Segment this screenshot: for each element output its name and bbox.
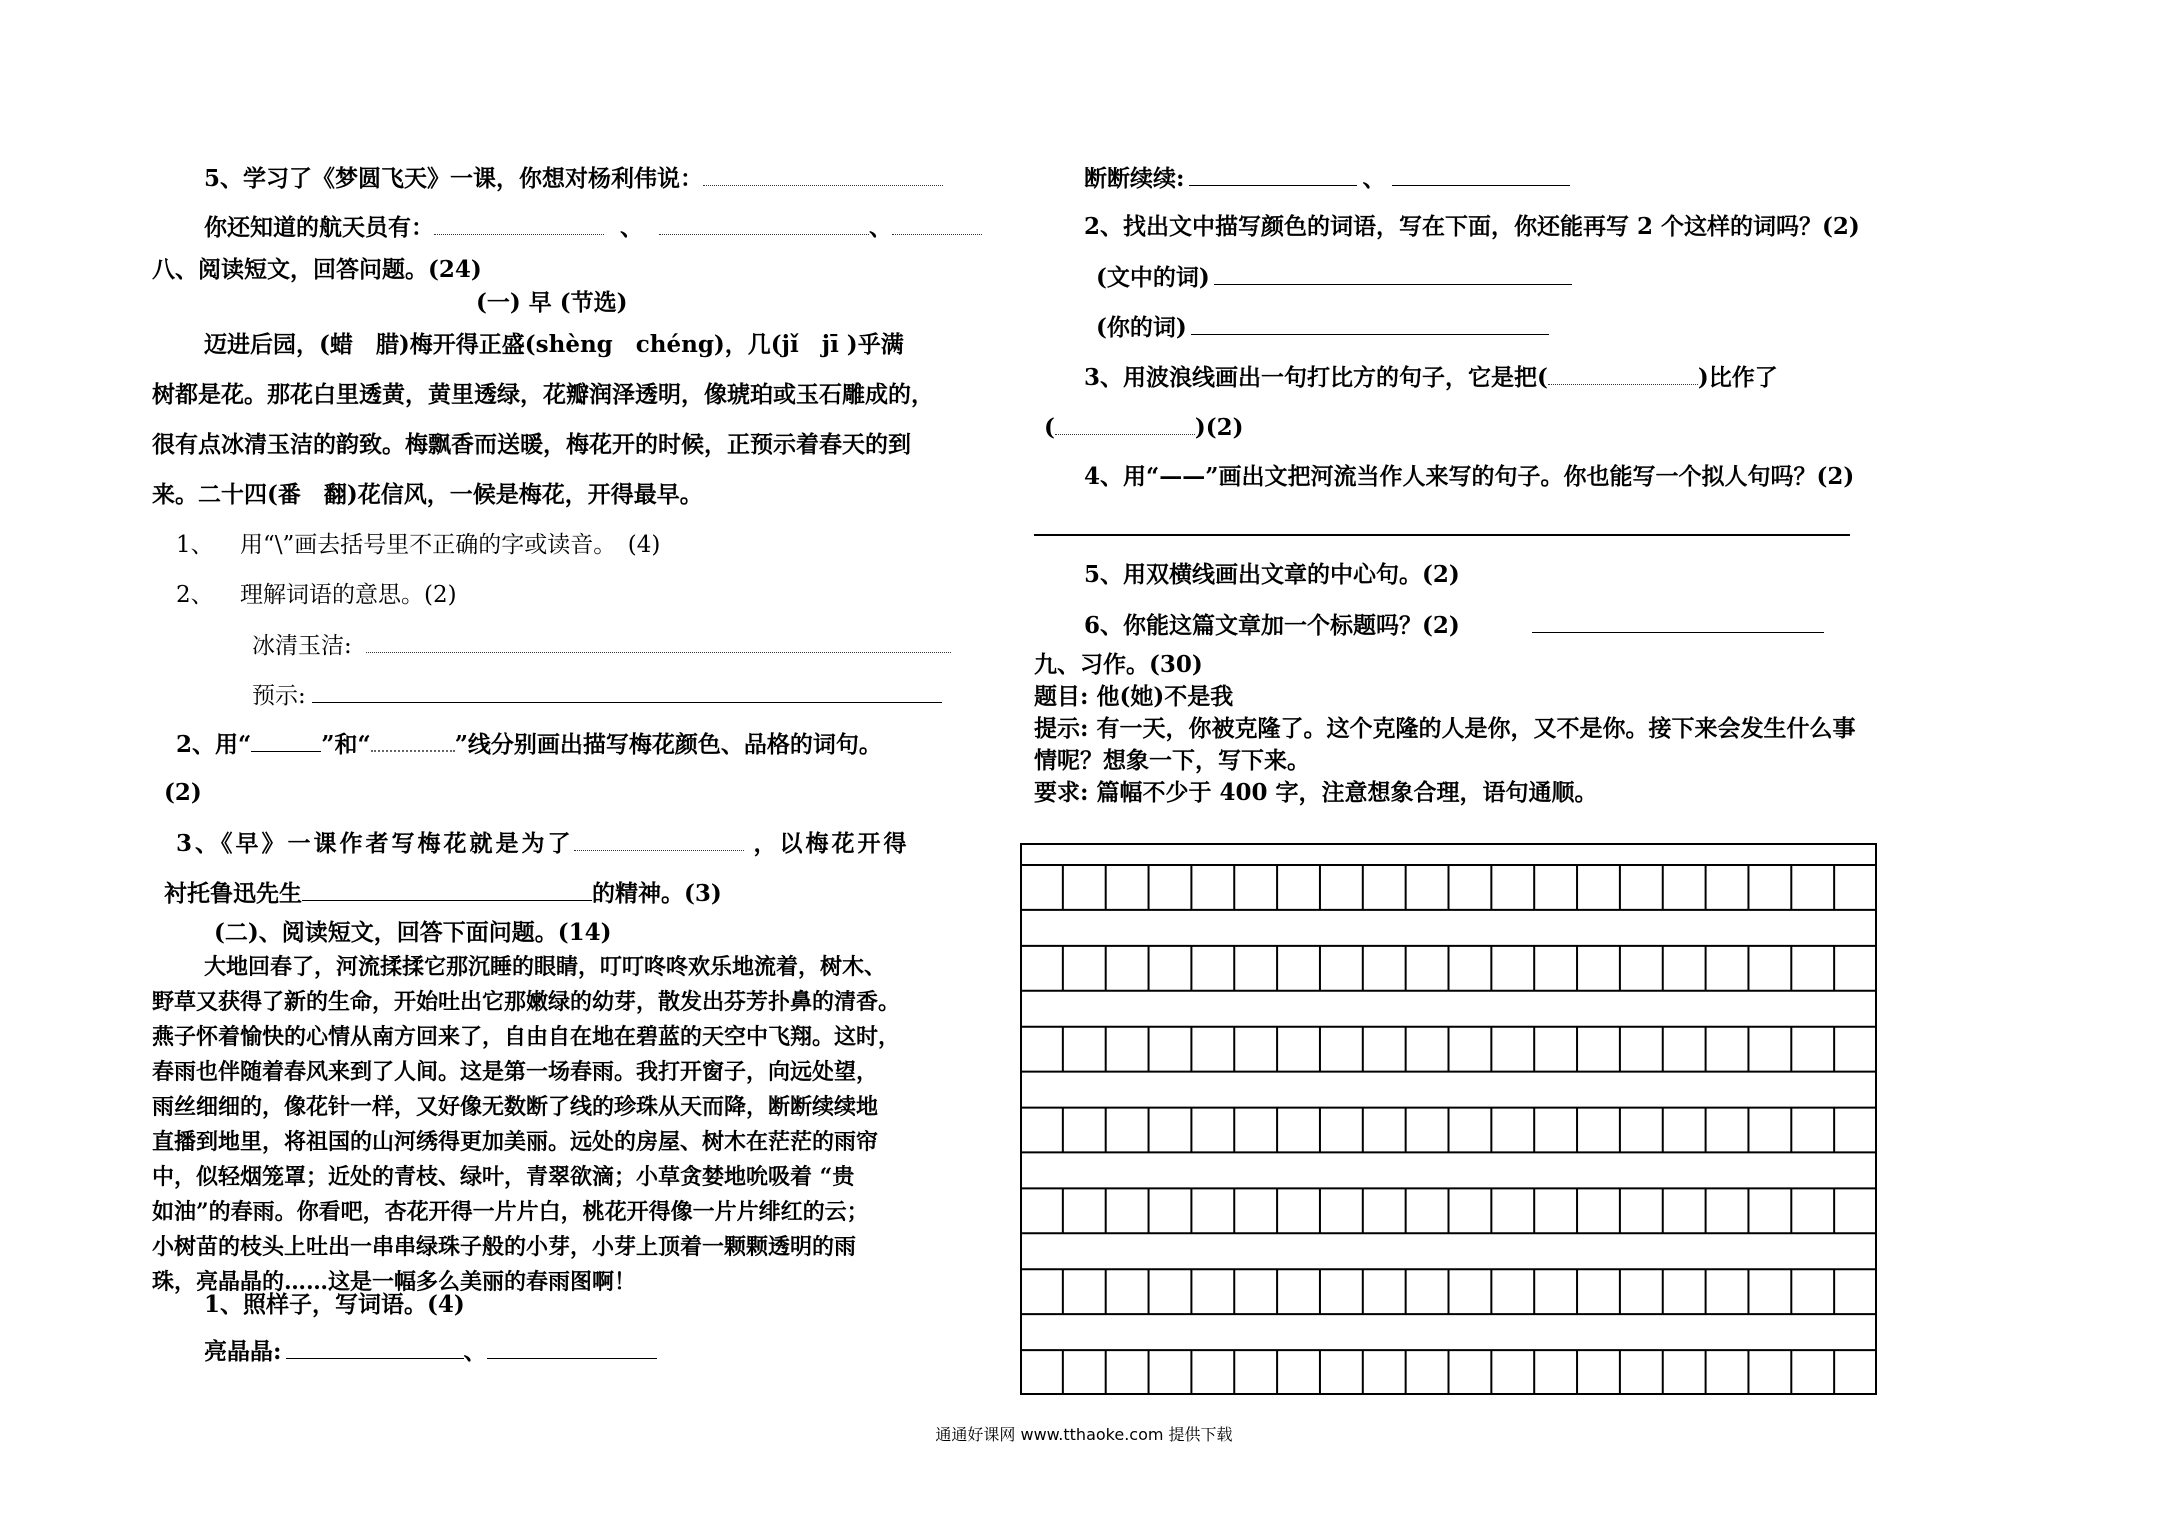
answer-blank[interactable] [286, 1336, 464, 1359]
passage-2-line: 直播到地里，将祖国的山河绣得更加美丽。远处的房屋、树木在茫茫的雨帘 [152, 1129, 879, 1155]
footer-credit: 通通好课网 www.tthaoke.com 提供下载 [935, 1425, 1233, 1444]
answer-blank[interactable] [1214, 262, 1572, 285]
answer-blank[interactable] [434, 212, 604, 235]
passage-2-line: 珠，亮晶晶的……这是一幅多么美丽的春雨图啊！ [152, 1269, 637, 1295]
passage-2-line: 如油”的春雨。你看吧，杏花开得一片片白，桃花开得像一片片绯红的云； [152, 1199, 869, 1225]
answer-blank[interactable] [302, 878, 592, 901]
answer-blank[interactable] [703, 163, 943, 186]
straight-line-sample [251, 729, 321, 752]
section-9-topic: 题目: 他(她)不是我 [1034, 683, 1234, 710]
r-q2-a: (文中的词) [1096, 262, 1572, 293]
answer-blank[interactable] [1055, 412, 1195, 435]
answer-blank[interactable] [487, 1336, 657, 1359]
answer-blank[interactable] [574, 828, 744, 851]
q5-line1: 5、学习了《梦圆飞天》一课，你想对杨利伟说： [204, 163, 943, 194]
passage-1-line: 迈进后园，(蜡 腊)梅开得正盛(shèng chéng)，几(jǐ jī )乎满 [204, 331, 904, 358]
r-q3-line1: 3、用波浪线画出一句打比方的句子，它是把( )比作了 [1084, 364, 1778, 391]
passage-2-line: 小树苗的枝头上吐出一串串绿珠子般的小芽，小芽上顶着一颗颗透明的雨 [152, 1234, 857, 1260]
q1-text: 用“\”画去括号里不正确的字或读音。 (4) [240, 532, 661, 558]
answer-blank[interactable] [1548, 362, 1698, 385]
section-9-requirements: 要求: 篇幅不少于 400 字，注意想象合理，语句通顺。 [1034, 779, 1598, 806]
q2-word-2: 预示: [252, 680, 942, 711]
answer-blank[interactable] [1189, 163, 1357, 186]
r-q6: 6、你能这篇文章加一个标题吗？(2) [1084, 610, 1824, 641]
passage-1-title: (一) 早 (节选) [476, 289, 628, 316]
passage-2-line: 春雨也伴随着春风来到了人间。这是第一场春雨。我打开窗子，向远处望， [152, 1059, 879, 1085]
passage-2-line: 大地回春了，河流揉揉它那沉睡的眼睛，叮叮咚咚欢乐地流着，树木、 [204, 954, 887, 980]
writing-grid[interactable] [1020, 843, 1877, 1395]
answer-blank[interactable] [1191, 312, 1549, 335]
q2-number: 2、 [176, 582, 214, 608]
r-q2-b: (你的词) [1096, 312, 1549, 343]
answer-blank[interactable] [659, 212, 869, 235]
q2-word-1: 冰清玉洁: [252, 630, 951, 661]
answer-blank[interactable] [366, 630, 951, 653]
q5-line2: 你还知道的航天员有： 、 、 [204, 212, 982, 243]
q2b-score: (2) [164, 779, 202, 806]
passage-2-line: 燕子怀着愉快的心情从南方回来了，自由自在地在碧蓝的天空中飞翔。这时， [152, 1024, 901, 1050]
passage-2-title: (二)、阅读短文，回答下面问题。(14) [214, 919, 612, 946]
section-8-title: 八、阅读短文，回答问题。(24) [152, 256, 482, 283]
q3-line1: 3、《早》一课作者写梅花就是为了 ，以梅花开得 [176, 830, 910, 857]
q3-line2: 衬托鲁迅先生 的精神。(3) [164, 880, 722, 907]
q2b-line: 2、用“ ”和“ ”线分别画出描写梅花颜色、品格的词句。 [176, 728, 882, 760]
passage-2-line: 雨丝细细的，像花针一样，又好像无数断了线的珍珠从天而降，断断续续地 [152, 1094, 879, 1120]
r-q4: 4、用“——”画出文把河流当作人来写的句子。你也能写一个拟人句吗？(2) [1084, 463, 1855, 490]
passage-2-q1: 1、照样子，写词语。(4) [204, 1291, 465, 1318]
section-9-hint: 提示: 有一天，你被克隆了。这个克隆的人是你，又不是你。接下来会发生什么事 [1034, 715, 1856, 742]
q2-text: 理解词语的意思。(2) [240, 582, 457, 608]
section-9-title: 九、习作。(30) [1034, 651, 1203, 678]
passage-2-line: 野草又获得了新的生命，开始吐出它那嫩绿的幼芽，散发出芬芳扑鼻的清香。 [152, 989, 901, 1015]
section-9-hint: 情呢？想象一下，写下来。 [1034, 747, 1310, 774]
passage-2-q1-word: 亮晶晶: 、 [204, 1336, 657, 1367]
r-line1: 断断续续: 、 [1084, 163, 1570, 194]
answer-blank[interactable] [312, 680, 942, 703]
passage-1-line: 很有点冰清玉洁的韵致。梅飘香而送暖，梅花开的时候，正预示着春天的到 [152, 431, 911, 458]
r-q3-line2: ( )(2) [1044, 414, 1244, 441]
r-q2: 2、找出文中描写颜色的词语，写在下面，你还能再写 2 个这样的词吗？(2) [1084, 213, 1860, 240]
wavy-line-sample [371, 728, 455, 752]
answer-blank[interactable] [1392, 163, 1570, 186]
passage-2-line: 中，似轻烟笼罩；近处的青枝、绿叶，青翠欲滴；小草贪婪地吮吸着 “贵 [152, 1164, 855, 1190]
answer-blank[interactable] [892, 212, 982, 235]
r-q5: 5、用双横线画出文章的中心句。(2) [1084, 561, 1460, 588]
q1-number: 1、 [176, 532, 214, 558]
answer-line[interactable] [1034, 534, 1850, 536]
answer-blank[interactable] [1532, 610, 1824, 633]
passage-1-line: 来。二十四(番 翻)花信风，一候是梅花，开得最早。 [152, 481, 703, 508]
passage-1-line: 树都是花。那花白里透黄，黄里透绿，花瓣润泽透明，像琥珀或玉石雕成的， [152, 381, 934, 408]
